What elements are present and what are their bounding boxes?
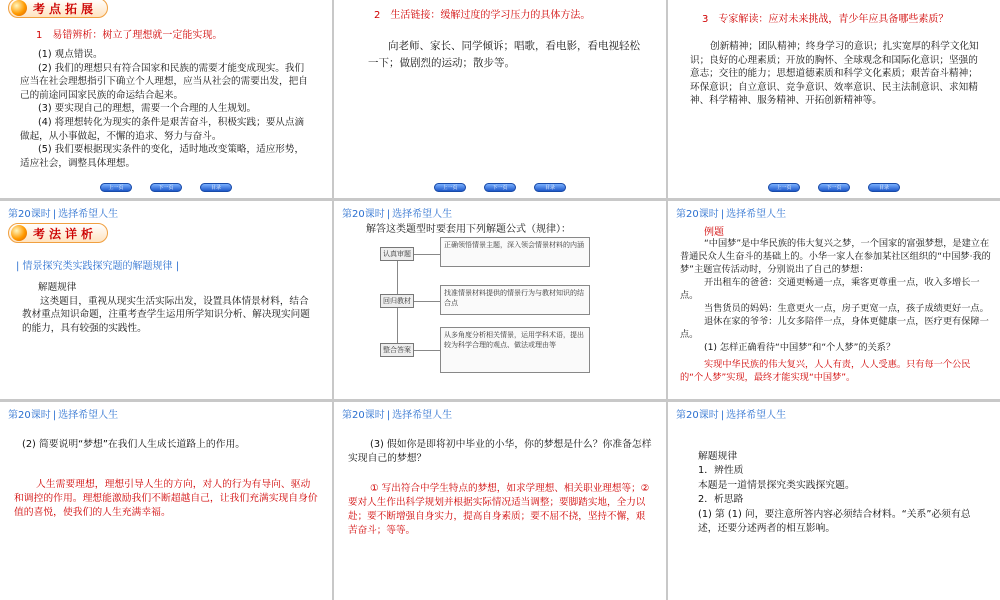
chapter-label: 第20课时 [8, 410, 51, 421]
example-label: 例题 [704, 227, 724, 238]
topic-label: 选择希望人生 [58, 209, 119, 220]
body-text [698, 450, 988, 536]
line-4: (1) 第 (1) 问，要注意所答内容必须结合材料。“关系”必须有总述，还要分述两者的相互影响。 [698, 508, 971, 535]
subtitle: 2 生活链接：缓解过度的学习压力的具体方法。 [374, 10, 591, 21]
line-5: (5) 我们要根据现实条件的变化，适时地改变策略，适应形势，适应社会，调整具体理想。 [20, 144, 305, 169]
connector [414, 301, 440, 302]
chapter-label: 第20课时 [342, 209, 385, 220]
step-3: 整合答案 [380, 343, 414, 357]
desc-box-2: 找准情景材料提供的情景行为与教材知识的结合点 [440, 285, 590, 315]
chapter-label: 第20课时 [342, 410, 385, 421]
question: (3) 假如你是即将初中毕业的小华，你的梦想是什么？你准备怎样实现自己的梦想？ [348, 439, 652, 464]
chapter-label: 第20课时 [8, 209, 51, 220]
line-4: (4) 将理想转化为现实的条件是艰苦奋斗，积极实践；要从点滴做起，从小事做起，不懈的追求、努力与奋斗。 [20, 116, 305, 142]
line-2: 本题是一道情景探究类实践探究题。 [698, 479, 855, 491]
paragraph: 这类题目，重视从现实生活实际出发，设置具体情景材料，结合教材重点知识命题，注重考查学生运用所学知识分析、解决现实问题的能力，具有较强的实践性。 [22, 295, 310, 334]
answer: ① 写出符合中学生特点的梦想，如求学理想、相关职业理想等；② 要对人生作出科学规划并根据实际情况适当调整；要脚踏实地，全力以赴；要不断增强自身实力，提高自身素质；要不屈不挠，坚持不懈，艰苦奋斗；等等。 [348, 483, 650, 536]
next-button[interactable]: 下一页 [484, 183, 516, 192]
section-badge [8, 0, 108, 18]
heading: 解题规律 [38, 282, 77, 293]
home-button[interactable]: 目录 [868, 183, 900, 192]
body-text: 创新精神；团队精神；终身学习的意识；扎实宽厚的科学文化知识；良好的心理素质；开放的胸怀、全球观念和国际化意识；坚强的意志；交往的能力；思想道德素质和科学文化素质；艰苦奋斗精神；环保意识；自立意识、竞争意识、效率意识、民主法制意识、求知精神、科学精神、服务精神、开拓创新精神等。 [690, 41, 979, 107]
home-button[interactable]: 目录 [200, 183, 232, 192]
subtitle: | 情景探究类实践探究题的解题规律 | [16, 261, 180, 272]
subtitle: 3 专家解读：应对未来挑战，青少年应具备哪些素质？ [702, 14, 949, 25]
line-1: 1．辨性质 [698, 465, 744, 477]
section-badge [8, 223, 108, 243]
next-button[interactable]: 下一页 [150, 183, 182, 192]
line-3: (3) 要实现自己的理想，需要一个合理的人生规划。 [38, 103, 257, 115]
slide-3 [668, 0, 1000, 198]
orange-ball-icon [11, 225, 27, 241]
slide-8 [334, 402, 666, 600]
lesson-header: 第20课时 | 选择希望人生 [342, 209, 453, 220]
topic-label: 选择希望人生 [392, 410, 453, 421]
subtitle: 1 易错辨析：树立了理想就一定能实现。 [36, 30, 223, 41]
badge-label: 考点拓展 [33, 1, 98, 16]
lesson-header: 第20课时 | 选择希望人生 [342, 410, 453, 421]
topic-label: 选择希望人生 [392, 209, 453, 220]
connector [414, 254, 440, 255]
connector [397, 261, 398, 294]
desc-box-3: 从多角度分析相关情景，运用学科术语，提出较为科学合理的观点、做法或理由等 [440, 327, 590, 373]
body-text: 向老师、家长、同学倾诉；唱歌，看电影，看电视轻松一下；做剧烈的运动；散步等。 [368, 40, 640, 69]
lesson-header: 第20课时 | 选择希望人生 [8, 209, 119, 220]
connector [414, 350, 440, 351]
nav-bar [0, 183, 332, 192]
line-3: 当售货员的妈妈：生意更火一点，房子更宽一点，孩子成绩更好一点。 [704, 303, 989, 314]
answer: 人生需要理想，理想引导人生的方向，对人的行为有导向、驱动和调控的作用。理想能激励我们不断超越自己，让我们充满实现自身价值的喜悦，使我们的人生充满幸福。 [14, 479, 318, 518]
lesson-header: 第20课时 | 选择希望人生 [676, 410, 787, 421]
nav-bar [668, 183, 1000, 192]
step-1: 认真审题 [380, 247, 414, 261]
desc-box-1: 正确领悟情景主题，深入领会情景材料的内涵 [440, 237, 590, 267]
body-text [22, 281, 312, 335]
slide-1 [0, 0, 332, 198]
chapter-label: 第20课时 [676, 209, 719, 220]
slide-5 [334, 201, 666, 399]
chapter-label: 第20课时 [676, 410, 719, 421]
intro-text: 解答这类题型时要套用下列解题公式（规律）： [366, 224, 571, 235]
connector [397, 308, 398, 343]
topic-label: 选择希望人生 [58, 410, 119, 421]
line-2: (2) 我们的理想只有符合国家和民族的需要才能变成现实。我们应当在社会理想指引下确立个人理想，应当从社会的需要出发，把自己的前途同国家民族的命运结合起来。 [20, 62, 308, 101]
question: (1) 怎样正确看待“中国梦”和“个人梦”的关系？ [704, 342, 896, 353]
step-2: 回归教材 [380, 294, 414, 308]
line-1: “中国梦”是中华民族的伟大复兴之梦，一个国家的富强梦想，是建立在普通民众人生奋斗的基础上的。小华一家人在参加某社区组织的“中国梦·我的梦”主题宣传活动时，分别说出了自己的梦想： [680, 238, 991, 275]
nav-bar [334, 183, 666, 192]
slide-4 [0, 201, 332, 399]
body-text [20, 48, 310, 170]
topic-label: 选择希望人生 [726, 410, 787, 421]
next-button[interactable]: 下一页 [818, 183, 850, 192]
home-button[interactable]: 目录 [534, 183, 566, 192]
line-4: 退休在家的爷爷：儿女多陪伴一点，身体更健康一点，医疗更有保障一点。 [680, 316, 989, 340]
line-1: (1) 观点错误。 [38, 49, 103, 60]
slide-6 [668, 201, 1000, 399]
slide-7 [0, 402, 332, 600]
flow-diagram [376, 235, 626, 395]
slide-9 [668, 402, 1000, 600]
topic-label: 选择希望人生 [726, 209, 787, 220]
line-2: 开出租车的爸爸：交通更畅通一点，乘客更尊重一点，收入多增长一点。 [680, 277, 980, 301]
prev-button[interactable]: 上一页 [100, 183, 132, 192]
lesson-header: 第20课时 | 选择希望人生 [8, 410, 119, 421]
prev-button[interactable]: 上一页 [768, 183, 800, 192]
badge-label: 考法详析 [33, 226, 98, 241]
line-3: 2．析思路 [698, 494, 744, 506]
orange-ball-icon [11, 0, 27, 16]
lesson-header: 第20课时 | 选择希望人生 [676, 209, 787, 220]
question: (2) 简要说明“梦想”在我们人生成长道路上的作用。 [22, 439, 246, 450]
heading: 解题规律 [698, 451, 738, 462]
slide-2 [334, 0, 666, 198]
body-text [680, 237, 992, 384]
answer: 实现中华民族的伟大复兴，人人有责，人人受惠。只有每一个公民的“个人梦”实现，最终才能实现“中国梦”。 [680, 359, 971, 383]
prev-button[interactable]: 上一页 [434, 183, 466, 192]
